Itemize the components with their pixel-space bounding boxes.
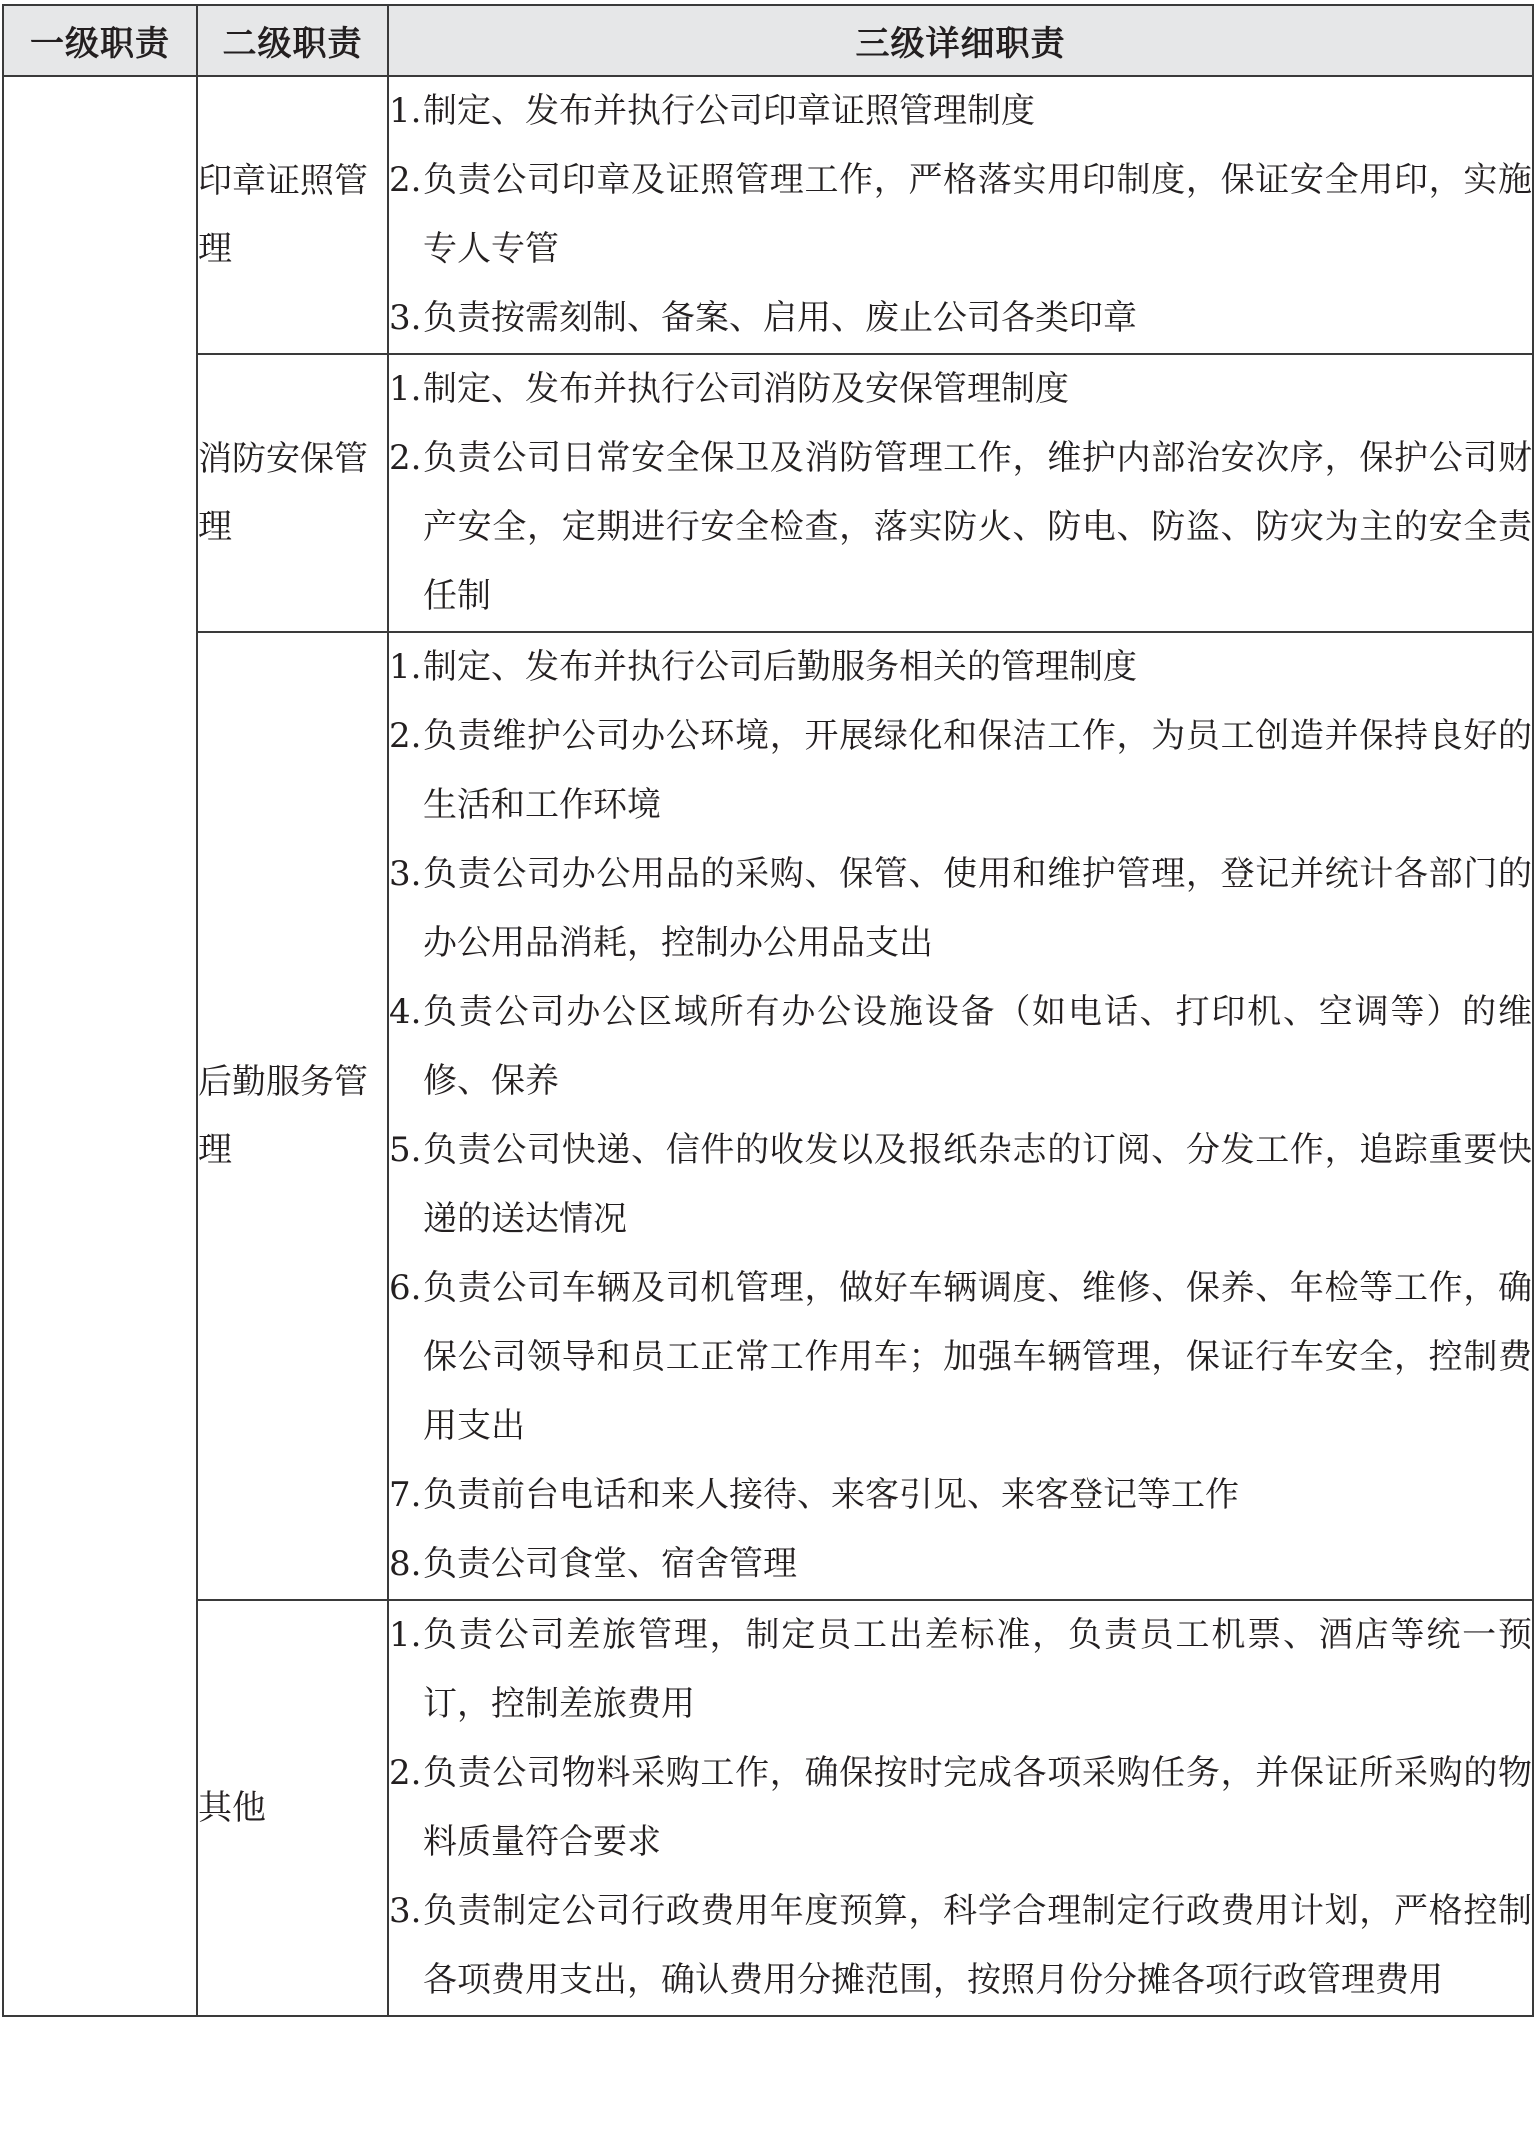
duty-item-number: 2. [389,716,422,756]
duty-item-number: 1. [389,369,422,409]
duty-item-text: 制定、发布并执行公司后勤服务相关的管理制度 [423,647,1137,687]
duty-list [389,1601,1532,2015]
duty-item [389,1254,1532,1461]
duty-item-number: 8. [389,1544,422,1584]
level1-cell [3,76,197,2016]
duty-item-text: 负责公司快递、信件的收发以及报纸杂志的订阅、分发工作，追踪重要快递的送达情况 [423,1130,1532,1239]
duty-item-number: 1. [389,91,422,131]
duty-item [389,355,1532,424]
section-title-seal: 印章证照管理 [197,76,388,354]
duty-item-text: 负责前台电话和来人接待、来客引见、来客登记等工作 [423,1475,1239,1515]
duty-item [389,840,1532,978]
duty-item-text: 负责公司办公区域所有办公设施设备（如电话、打印机、空调等）的维修、保养 [423,992,1532,1101]
duty-item-text: 负责公司物料采购工作，确保按时完成各项采购任务，并保证所采购的物料质量符合要求 [423,1753,1532,1862]
duty-item-text: 负责公司日常安全保卫及消防管理工作，维护内部治安次序，保护公司财产安全，定期进行安全检查，落实防火、防电、防盗、防灾为主的安全责任制 [423,438,1532,616]
header-level1: 一级职责 [3,5,197,76]
header-level2: 二级职责 [197,5,388,76]
duty-item [389,77,1532,146]
duty-item-text: 负责公司办公用品的采购、保管、使用和维护管理，登记并统计各部门的办公用品消耗，控制办公用品支出 [423,854,1532,963]
duty-table [2,4,1534,2017]
duty-item-text: 负责公司车辆及司机管理，做好车辆调度、维修、保养、年检等工作，确保公司领导和员工正常工作用车；加强车辆管理，保证行车安全，控制费用支出 [423,1268,1532,1446]
duty-item-number: 1. [389,647,422,687]
duty-item-number: 3. [389,298,422,338]
duty-item-number: 5. [389,1130,422,1170]
duty-item-number: 2. [389,438,422,478]
duty-item [389,633,1532,702]
duty-item-text: 负责公司食堂、宿舍管理 [423,1544,797,1584]
duty-item-text: 负责制定公司行政费用年度预算，科学合理制定行政费用计划，严格控制各项费用支出，确认费用分摊范围，按照月份分摊各项行政管理费用 [423,1891,1532,2000]
duty-list [389,633,1532,1599]
duty-item-number: 3. [389,854,422,894]
section-items-cell [388,76,1533,354]
duty-item [389,702,1532,840]
duty-item [389,1739,1532,1877]
duty-item [389,424,1532,631]
table-body [3,76,1533,2016]
duty-item [389,1116,1532,1254]
duty-item-text: 负责维护公司办公环境，开展绿化和保洁工作，为员工创造并保持良好的生活和工作环境 [423,716,1532,825]
duty-item-text: 负责公司印章及证照管理工作，严格落实用印制度，保证安全用印，实施专人专管 [423,160,1532,269]
section-title-fire-security: 消防安保管理 [197,354,388,632]
duty-item-text: 制定、发布并执行公司印章证照管理制度 [423,91,1035,131]
table-row [3,354,1533,632]
duty-item-number: 2. [389,160,422,200]
duty-list [389,77,1532,353]
duty-item-number: 2. [389,1753,422,1793]
section-title-other: 其他 [197,1600,388,2016]
table-row [3,632,1533,1600]
duty-item [389,1530,1532,1599]
duty-item [389,1461,1532,1530]
duty-item-number: 1. [389,1615,422,1655]
duty-item-number: 6. [389,1268,422,1308]
duty-item [389,146,1532,284]
table-row [3,76,1533,354]
duty-item [389,1877,1532,2015]
section-title-logistics: 后勤服务管理 [197,632,388,1600]
table-row [3,1600,1533,2016]
duty-item [389,1601,1532,1739]
section-items-cell [388,1600,1533,2016]
duty-item [389,978,1532,1116]
duty-item [389,284,1532,353]
duty-item-text: 制定、发布并执行公司消防及安保管理制度 [423,369,1069,409]
duty-item-text: 负责公司差旅管理，制定员工出差标准，负责员工机票、酒店等统一预订，控制差旅费用 [423,1615,1532,1724]
duty-item-text: 负责按需刻制、备案、启用、废止公司各类印章 [423,298,1137,338]
section-items-cell [388,632,1533,1600]
header-level3: 三级详细职责 [388,5,1533,76]
duty-item-number: 4. [389,992,422,1032]
duty-item-number: 7. [389,1475,422,1515]
header-row [3,5,1533,76]
section-items-cell [388,354,1533,632]
duty-item-number: 3. [389,1891,422,1931]
duty-list [389,355,1532,631]
